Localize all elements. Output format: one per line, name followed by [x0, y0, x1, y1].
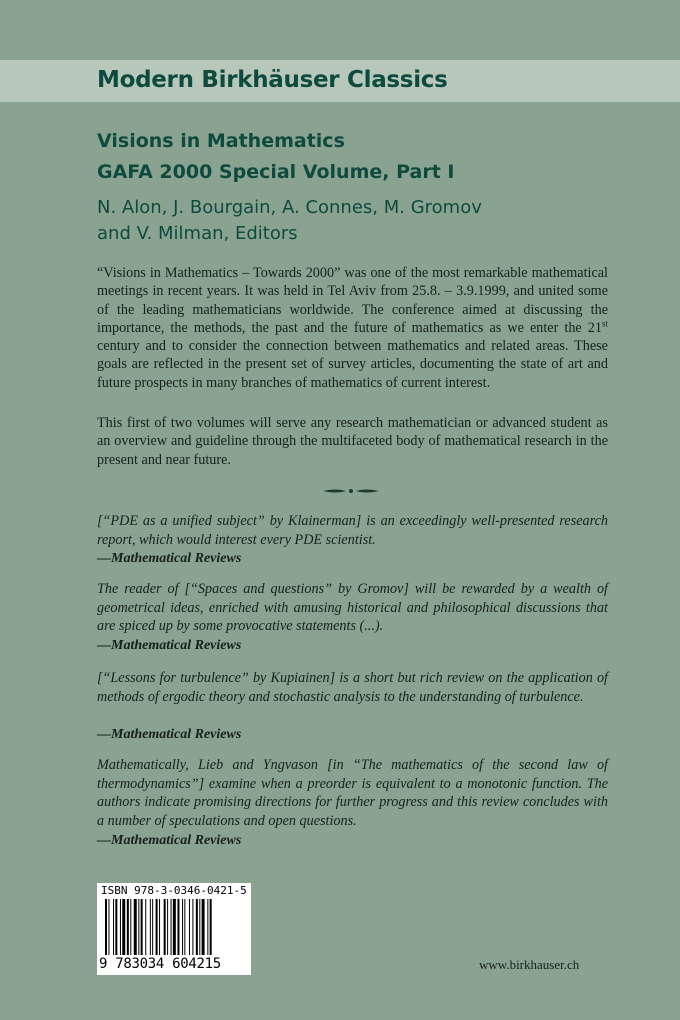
review-source-4: —Mathematical Reviews	[97, 833, 242, 848]
description-p1-end: century and to consider the connection between mathematics and related areas. These goals are reflected in the present set of survey articles, documenting the state of art and future prospects in many branches of mathematics of current interest.	[97, 338, 608, 391]
barcode-bar	[120, 899, 121, 955]
review-quote-1: [“PDE as a unified subject” by Klainerman] is an exceedingly well-presented research report, which would interest every PDE scientist.	[97, 513, 608, 548]
barcode-bar	[113, 899, 114, 955]
editors-line2: and V. Milman, Editors	[97, 223, 298, 244]
barcode-bar	[164, 899, 166, 955]
isbn-label: ISBN 978-3-0346-0421-5	[101, 884, 247, 897]
barcode-bar	[145, 899, 146, 955]
barcode-bar	[138, 899, 139, 955]
review-source-1: —Mathematical Reviews	[97, 551, 242, 566]
barcode-bar	[130, 899, 131, 955]
ordinal-suffix: st	[601, 318, 608, 329]
barcode-bar	[159, 899, 160, 955]
divider-ornament	[322, 486, 380, 496]
barcode-bar	[141, 899, 143, 955]
barcode-bar	[105, 899, 107, 955]
barcode-bar	[199, 899, 200, 955]
barcode-bar	[210, 899, 212, 955]
review-source-3: —Mathematical Reviews	[97, 727, 242, 742]
barcode-bar	[177, 899, 179, 955]
description-p1-start: “Visions in Mathematics – Towards 2000” was one of the most remarkable mathematical meetings in recent years. It was held in Tel Aviv from 25.8. – 3.9.1999, and united some of the leading mathematicians worldwide. The conference aimed at discussing the importance, the methods, the past and the future of mathematics as we enter the 21	[97, 265, 608, 336]
editors-line1: N. Alon, J. Bourgain, A. Connes, M. Gromov	[97, 197, 482, 218]
barcode-bar	[150, 899, 151, 955]
barcode-bar	[196, 899, 198, 955]
barcode-bar	[156, 899, 158, 955]
barcode-bar	[182, 899, 183, 955]
book-title-line1: Visions in Mathematics	[97, 130, 345, 152]
publisher-website: www.birkhauser.ch	[479, 957, 580, 972]
description-paragraph-2: This first of two volumes will serve any research mathematician or advanced student as an overview and guideline through the multifaceted body of mathematical research in the present and near future.	[97, 415, 608, 468]
review-quote-3: [“Lessons for turbulence” by Kupiainen] is a short but rich review on the application of methods of ergodic theory and stochastic analysis to the understanding of turbulence.	[97, 670, 608, 705]
barcode-bar	[134, 899, 137, 955]
barcode-bar	[152, 899, 153, 955]
barcode-bars	[105, 899, 245, 955]
review-source-2: —Mathematical Reviews	[97, 638, 242, 653]
description-paragraph-1	[97, 264, 608, 392]
barcode-bar	[192, 899, 193, 955]
barcode-bar	[171, 899, 172, 955]
barcode-bar	[202, 899, 205, 955]
barcode-bar	[184, 899, 185, 955]
book-title-line2: GAFA 2000 Special Volume, Part I	[97, 161, 455, 183]
review-quote-2: The reader of [“Spaces and questions” by Gromov] will be rewarded by a wealth of geometrical ideas, enriched with amusing historical and philosophical discussions that are spiced up by some provocative statements (...).	[97, 581, 608, 634]
barcode-bar	[115, 899, 117, 955]
barcode-bar	[207, 899, 208, 955]
review-quote-4: Mathematically, Lieb and Yngvason [in “The mathematics of the second law of thermodynamics”] examine when a preorder is equivalent to a monotonic function. The authors indicate promising directions for further progress and this review concludes with a number of speculations and open questions.	[97, 757, 608, 829]
barcode-bar	[173, 899, 176, 955]
barcode-bar	[122, 899, 125, 955]
barcode-bar	[167, 899, 168, 955]
barcode-bar	[127, 899, 129, 955]
barcode-digits: 9 783034 604215	[99, 956, 221, 972]
barcode-bar	[189, 899, 190, 955]
isbn-barcode	[97, 883, 251, 975]
barcode-bar	[108, 899, 109, 955]
series-title: Modern Birkhäuser Classics	[97, 67, 448, 93]
